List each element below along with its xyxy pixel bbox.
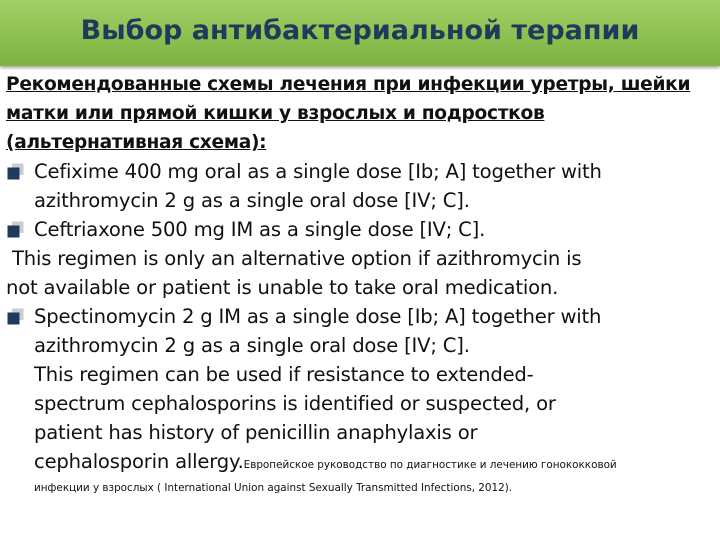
title-bar [0, 0, 720, 66]
note-text: not available or patient is unable to take oral medication. [6, 276, 559, 299]
list-item-ceftriaxone [6, 215, 714, 244]
list-item-text: azithromycin 2 g as a single oral dose [IV; C]. [34, 334, 470, 357]
note-text: This regimen can be used if resistance to extended- [34, 363, 534, 386]
list-item-text: Cefixime 400 mg oral as a single dose [Ib; A] together with [34, 160, 602, 183]
checkbox-bullet-icon [7, 221, 24, 238]
checkbox-bullet-icon [7, 163, 24, 180]
list-item-text: azithromycin 2 g as a single oral dose [IV; C]. [34, 189, 470, 212]
list-item-text: Ceftriaxone 500 mg IM as a single dose [IV; C]. [34, 218, 486, 241]
slide-title: Выбор антибактериальной терапии [80, 15, 640, 46]
note-text-last-line [6, 447, 714, 480]
list-item-spectinomycin [6, 302, 714, 360]
note-text: This regimen is only an alternative option if azithromycin is [12, 247, 582, 270]
note-text: spectrum cephalosporins is identified or suspected, or [34, 392, 556, 415]
list-item-cefixime [6, 157, 714, 215]
note-text: cephalosporin allergy. [34, 450, 244, 473]
slide-content [6, 70, 714, 496]
checkbox-bullet-icon [7, 308, 24, 325]
list-item-text: Spectinomycin 2 g IM as a single dose [Ib; A] together with [34, 305, 602, 328]
note-text: patient has history of penicillin anaphylaxis or [34, 421, 478, 444]
reference-text: инфекции у взрослых ( International Union against Sexually Transmitted Infections, 2012). [34, 482, 513, 494]
reference-text: Европейское руководство по диагностике и лечению гонококковой [243, 459, 617, 471]
section-heading: Рекомендованные схемы лечения при инфекции уретры, шейки матки или прямой кишки у взрослых и подростков (альтернативная схема): [6, 74, 691, 153]
